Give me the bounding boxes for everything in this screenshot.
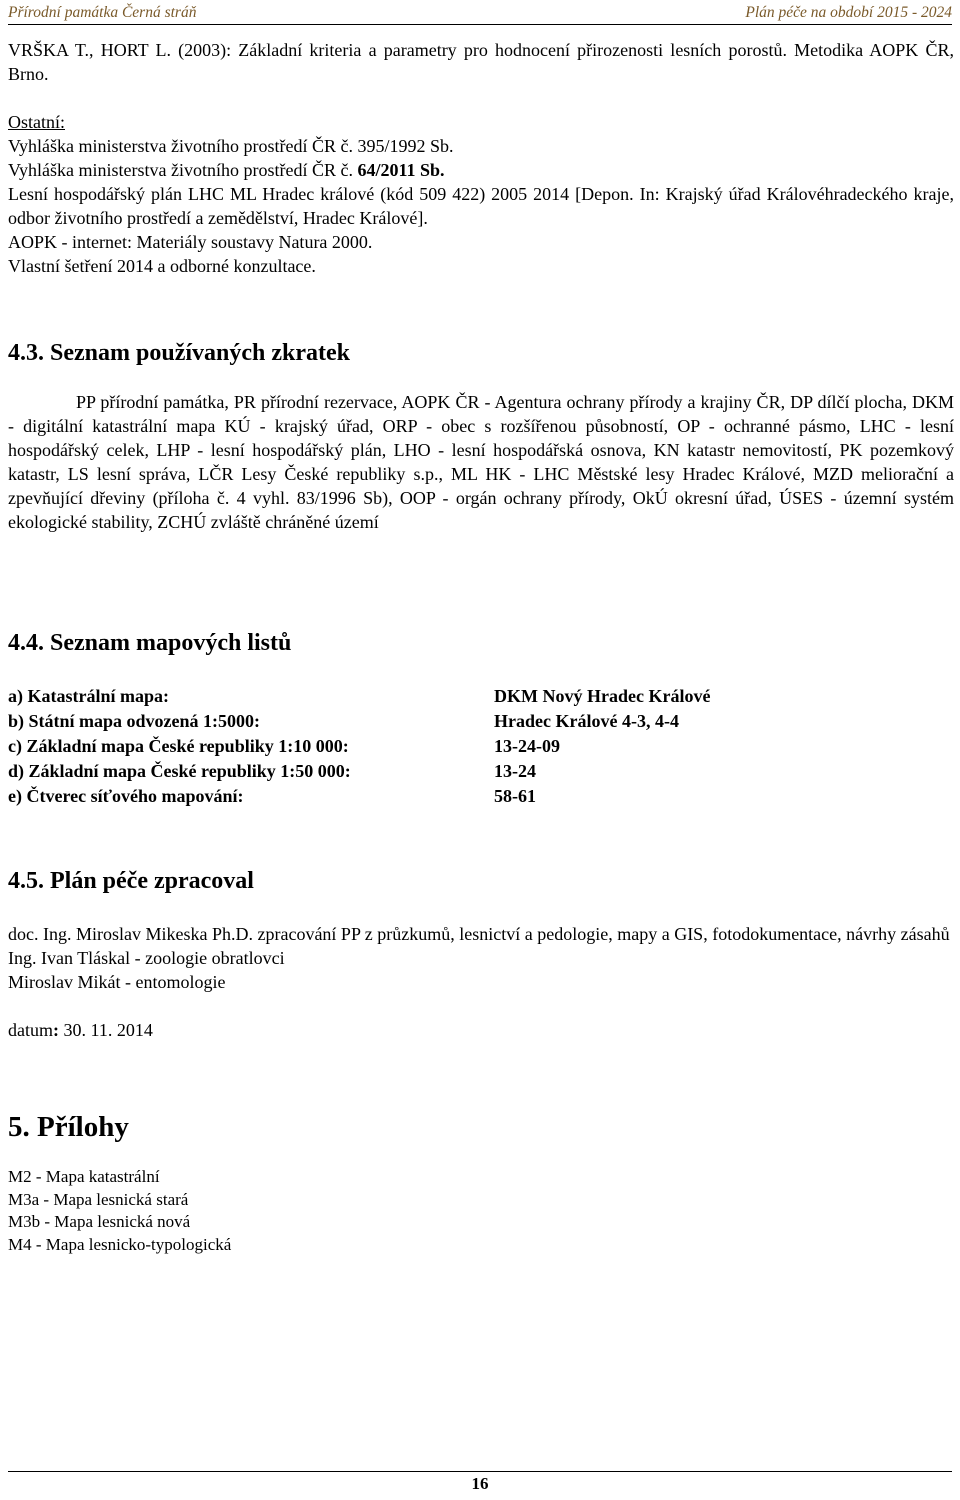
map-row-label: d) Základní mapa České republiky 1:50 000:: [8, 761, 351, 781]
reference-vrska: VRŠKA T., HORT L. (2003): Základní kriteria a parametry pro hodnocení přirozenosti lesních porostů. Metodika AOPK ČR, Brno.: [8, 40, 954, 84]
section-5-title: 5. Přílohy: [8, 1111, 129, 1143]
map-row-value: 13-24-09: [494, 736, 560, 756]
reference-aopk-internet: AOPK - internet: Materiály soustavy Natura 2000.: [8, 232, 373, 252]
abbreviations-text: PP přírodní památka, PR přírodní rezervace, AOPK ČR - Agentura ochrany přírody a krajiny ČR, DP dílčí plocha, DKM - digitální katastrální mapa KÚ - krajský úřad, ORP - obec s rozšířenou působností, OP - ochranné pásmo, LHC - lesní hospodářský celek, LHP - lesní hospodářský plán, LHO - lesní hospodářská osnova, KN katastr nemovitostí, PK pozemkový katastr, LS lesní správa, LČR Lesy České republiky s.p., ML HK - LHC Městské lesy Hradec Králové, MZD meliorační a zpevňující dřeviny (příloha č. 4 vyhl. 83/1996 Sb), OOP - orgán ochrany přírody, OkÚ okresní úřad, ÚSES - územní systém ekologické stability, ZCHÚ zvláště chráněné území: [8, 392, 954, 532]
page-header: [8, 2, 952, 25]
attachment-item: M4 - Mapa lesnicko-typologická: [8, 1234, 232, 1254]
date-line: datum: 30. 11. 2014: [8, 1020, 153, 1040]
map-row-value: 58-61: [494, 786, 536, 806]
ostatni-heading: Ostatní:: [8, 112, 65, 132]
author-tlaskal: Ing. Ivan Tláskal - zoologie obratlovci: [8, 948, 285, 968]
map-row-value: DKM Nový Hradec Králové: [494, 686, 711, 706]
attachments-list: [8, 1166, 954, 1256]
map-sheets-list: [8, 686, 954, 811]
reference-lhp: Lesní hospodářský plán LHC ML Hradec králové (kód 509 422) 2005 2014 [Depon. In: Krajský úřad Královéhradeckého kraje, odbor životního prostředí a zemědělství, Hradec Králové].: [8, 184, 954, 228]
section-4-5-title: 4.5. Plán péče zpracoval: [8, 868, 254, 894]
map-row-value: 13-24: [494, 761, 536, 781]
map-row: [8, 686, 954, 711]
attachment-item: M2 - Mapa katastrální: [8, 1167, 160, 1186]
map-row: [8, 761, 954, 786]
map-row: [8, 711, 954, 736]
attachment-item: M3a - Mapa lesnická stará: [8, 1189, 189, 1209]
map-row-label: c) Základní mapa České republiky 1:10 000:: [8, 736, 349, 756]
references-block: [8, 38, 954, 278]
map-row: [8, 736, 954, 761]
map-row-label: b) Státní mapa odvozená 1:5000:: [8, 711, 261, 731]
reference-vlastni-setreni: Vlastní šetření 2014 a odborné konzultace.: [8, 256, 316, 276]
section-4-4: [8, 628, 954, 658]
section-4-3-title: 4.3. Seznam používaných zkratek: [8, 340, 350, 366]
attachment-item: M3b - Mapa lesnická nová: [8, 1212, 191, 1231]
map-row-value: Hradec Králové 4-3, 4-4: [494, 711, 679, 731]
section-4-5: [8, 866, 954, 1042]
section-4-4-title: 4.4. Seznam mapových listů: [8, 630, 292, 656]
author-mikeska: doc. Ing. Miroslav Mikeska Ph.D. zpracování PP z průzkumů, lesnictví a pedologie, mapy a GIS, fotodokumentace, návrhy zásahů: [8, 924, 950, 944]
reference-vyhlaska-64: Vyhláška ministerstva životního prostředí ČR č. 64/2011 Sb.: [8, 160, 445, 180]
map-row: [8, 786, 954, 811]
map-row-label: e) Čtverec síťového mapování:: [8, 786, 244, 806]
header-title: Přírodní památka Černá stráň: [8, 4, 197, 21]
header-period: Plán péče na období 2015 - 2024: [745, 4, 952, 21]
reference-vyhlaska-395: Vyhláška ministerstva životního prostředí ČR č. 395/1992 Sb.: [8, 136, 454, 156]
page-number: 16: [8, 1471, 952, 1500]
author-mikat: Miroslav Mikát - entomologie: [8, 972, 226, 992]
map-row-label: a) Katastrální mapa:: [8, 686, 169, 706]
section-5: [8, 1110, 954, 1256]
section-4-3: [8, 338, 954, 534]
